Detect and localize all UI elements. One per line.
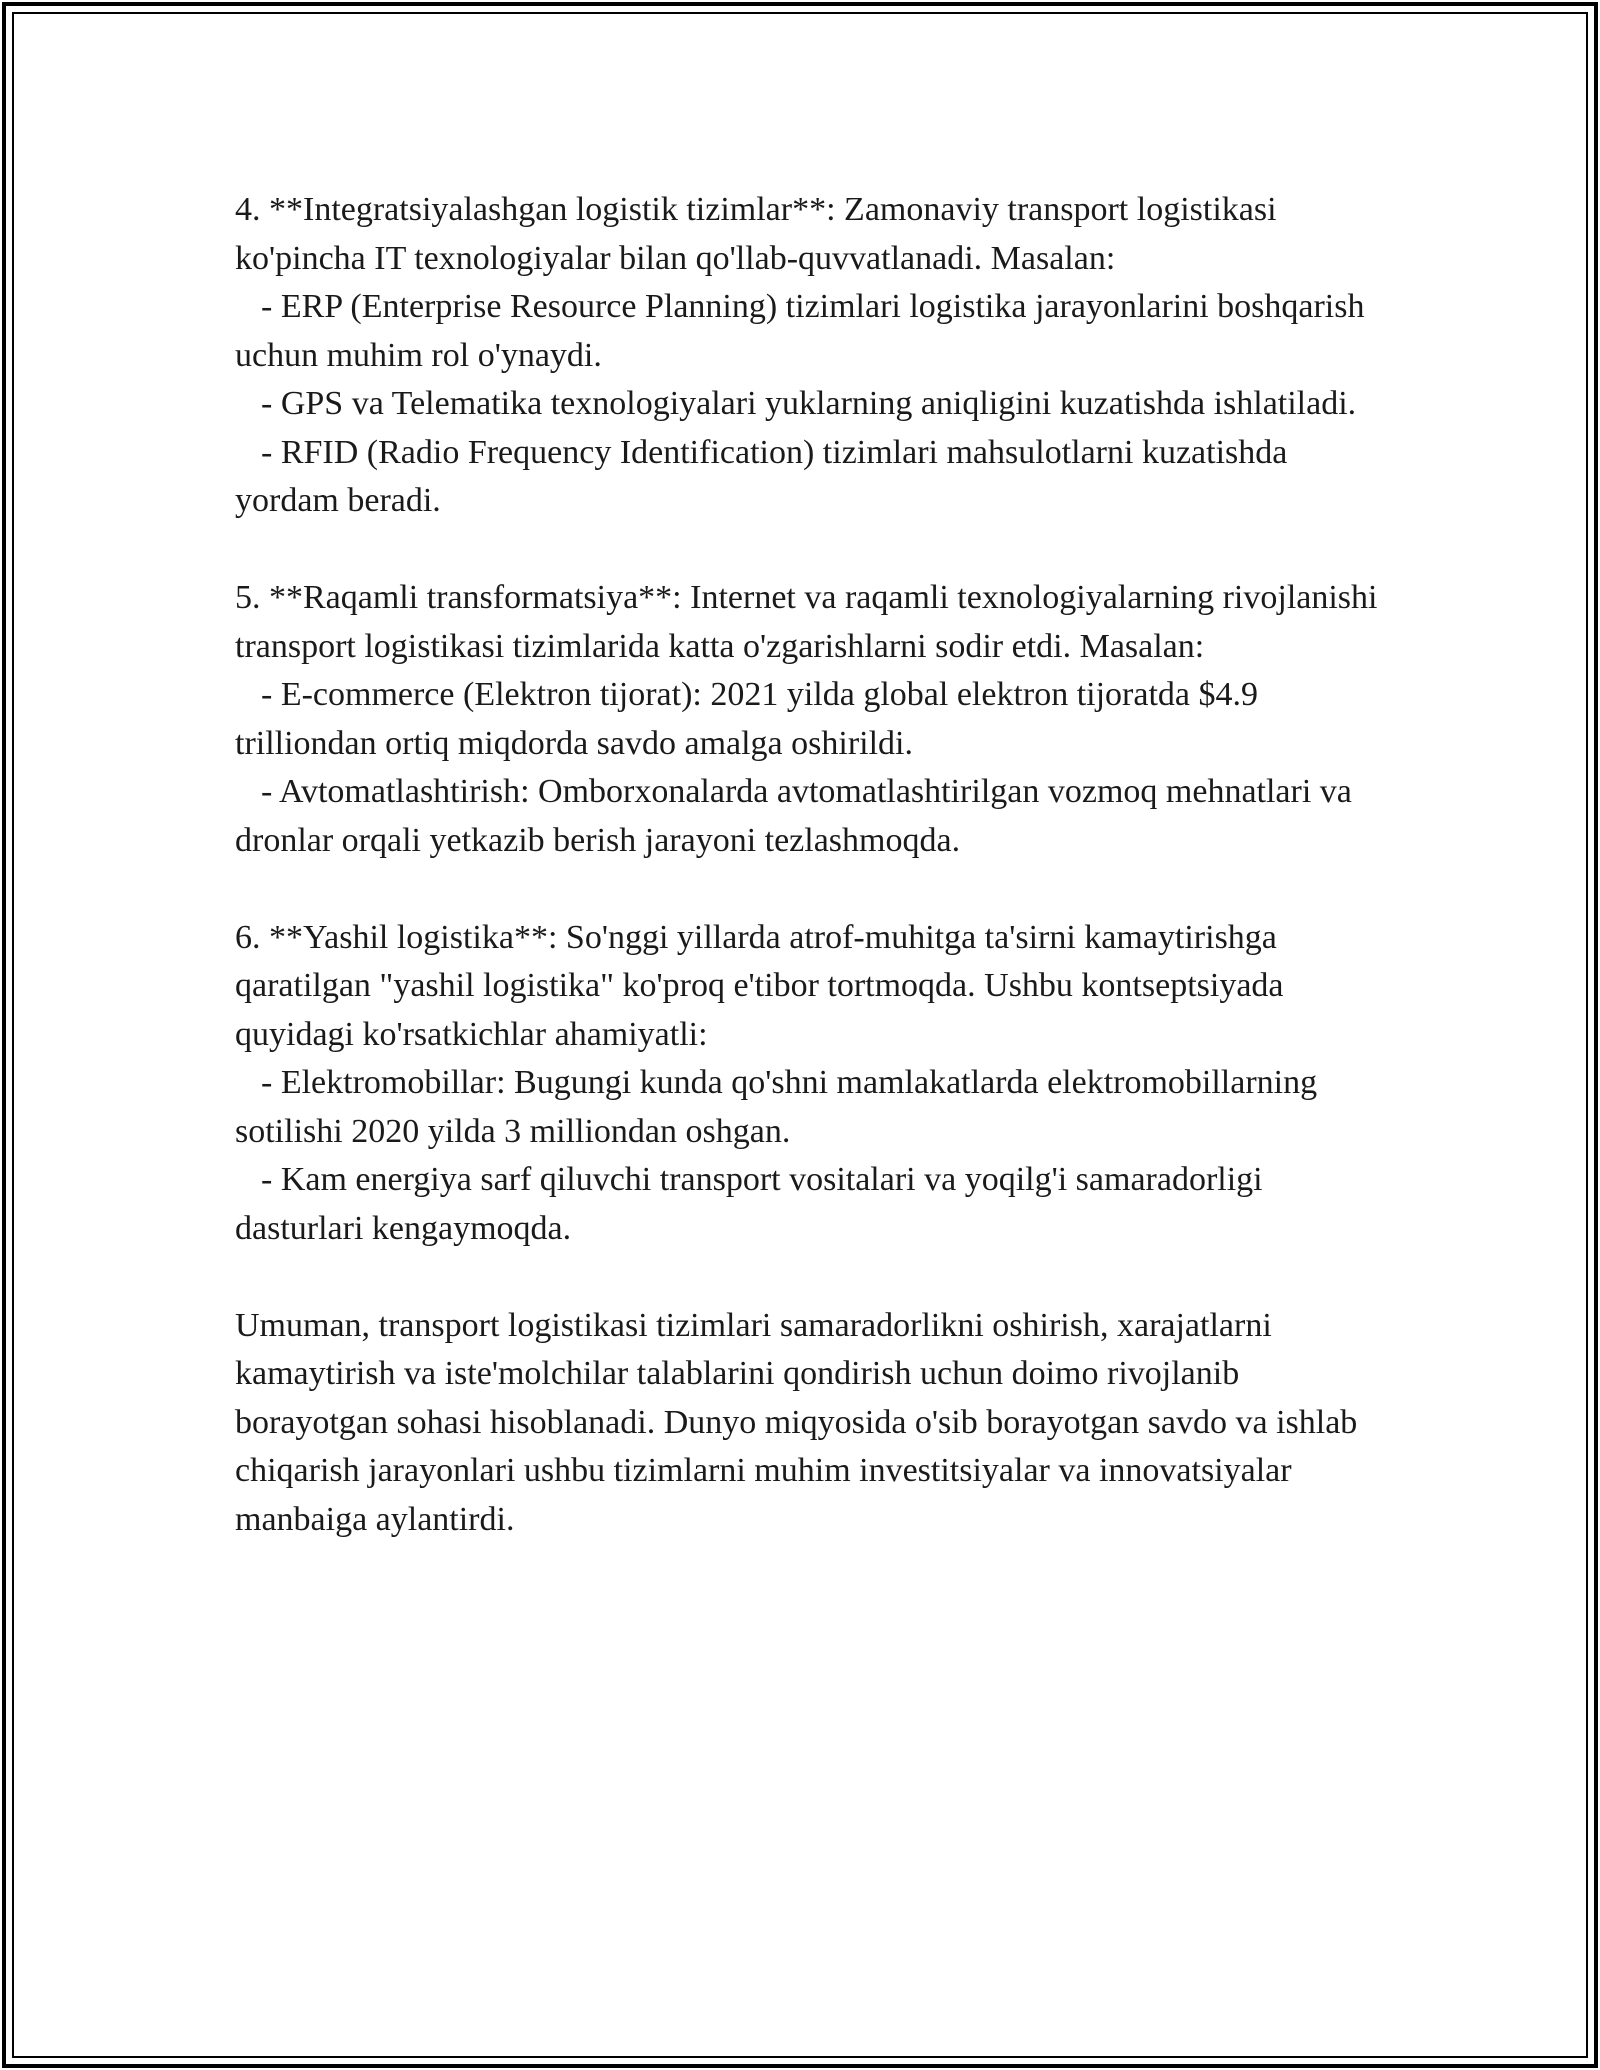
section-digital-transformation (235, 574, 1385, 865)
bullet-item: - GPS va Telematika texnologiyalari yuklarning aniqligini kuzatishda ishlatiladi. (261, 385, 1357, 422)
bullet-item: - RFID (Radio Frequency Identification) tizimlari mahsulotlarni kuzatishda yordam beradi. (235, 433, 1288, 519)
section-intro: 6. **Yashil logistika**: So'nggi yillarda atrof-muhitga ta'sirni kamaytirishga qaratilgan "yashil logistika" ko'proq e'tibor tortmoqda. Ushbu kontseptsiyada quyidagi ko'rsatkichlar ahamiyatli: (235, 918, 1284, 1053)
bullet-item: - Avtomatlashtirish: Omborxonalarda avtomatlashtirilgan vozmoq mehnatlari va dronlar orqali yetkazib berish jarayoni tezlashmoqda. (235, 773, 1352, 859)
document-body (235, 186, 1385, 1593)
section-green-logistics (235, 914, 1385, 1254)
conclusion-paragraph: Umuman, transport logistikasi tizimlari samaradorlikni oshirish, xarajatlarni kamaytirish va iste'molchilar talablarini qondirish uchun doimo rivojlanib borayotgan sohasi hisoblanadi. Dunyo miqyosida o'sib borayotgan savdo va ishlab chiqarish jarayonlari ushbu tizimlarni muhim investitsiyalar va innovatsiyalar manbaiga aylantirdi. (235, 1306, 1358, 1538)
bullet-item: - E-commerce (Elektron tijorat): 2021 yilda global elektron tijoratda $4.9 trilliondan ortiq miqdorda savdo amalga oshirildi. (235, 676, 1259, 762)
section-intro: 4. **Integratsiyalashgan logistik tizimlar**: Zamonaviy transport logistikasi ko'pincha IT texnologiyalar bilan qo'llab-quvvatlanadi. Masalan: (235, 191, 1277, 277)
bullet-item: - Elektromobillar: Bugungi kunda qo'shni mamlakatlarda elektromobillarning sotilishi 2020 yilda 3 milliondan oshgan. (235, 1064, 1318, 1150)
section-intro: 5. **Raqamli transformatsiya**: Internet va raqamli texnologiyalarning rivojlanishi transport logistikasi tizimlarida katta o'zgarishlarni sodir etdi. Masalan: (235, 579, 1378, 665)
section-integrated-logistics (235, 186, 1385, 526)
bullet-item: - ERP (Enterprise Resource Planning) tizimlari logistika jarayonlarini boshqarish uchun muhim rol o'ynaydi. (235, 288, 1365, 374)
bullet-item: - Kam energiya sarf qiluvchi transport vositalari va yoqilg'i samaradorligi dasturlari kengaymoqda. (235, 1161, 1263, 1247)
section-conclusion (235, 1302, 1385, 1545)
